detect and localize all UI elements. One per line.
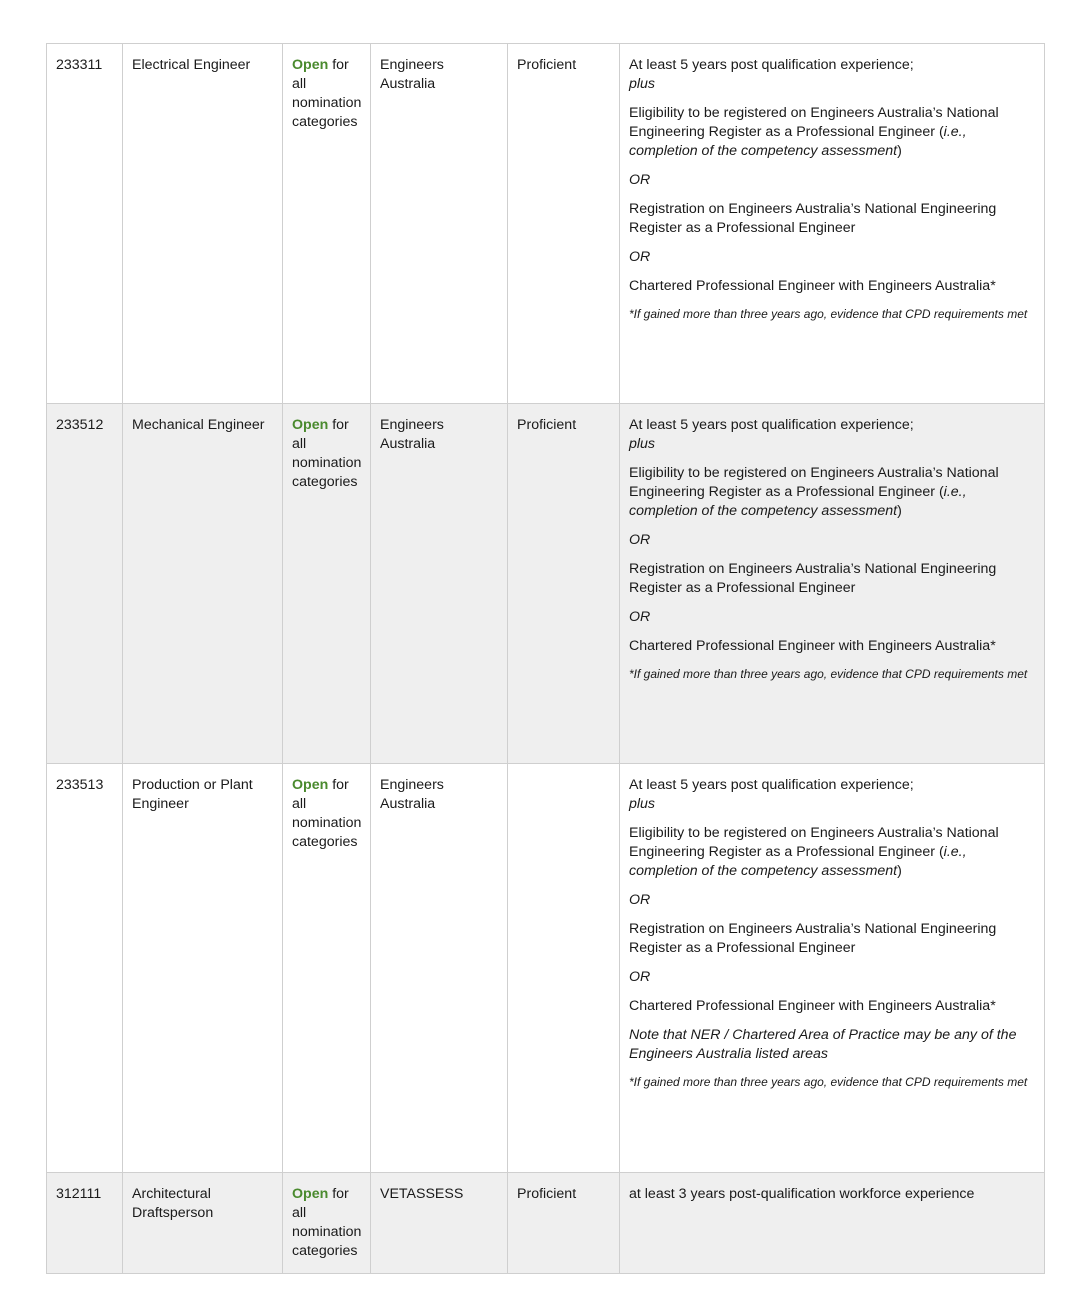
open-label: Open: [292, 57, 329, 73]
assessing-authority: Engineers Australia: [371, 44, 508, 404]
area-of-practice-note: Note that NER / Chartered Area of Practice may be any of the Engineers Australia listed areas: [629, 1027, 1017, 1062]
table-row: [47, 764, 1045, 1173]
occupation-code: 312111: [47, 1173, 123, 1274]
english-level: Proficient: [508, 1173, 620, 1274]
status-text: for all nomination categories: [292, 1186, 362, 1259]
eligibility-text: Eligibility to be registered on Engineers Australia’s National Engineering Register as a Professional Engineer (i.e., completion of the competency assessment): [629, 825, 999, 879]
plus-word: plus: [629, 76, 656, 92]
nomination-status: [283, 404, 371, 764]
eligibility-text: Eligibility to be registered on Engineers Australia’s National Engineering Register as a Professional Engineer (i.e., completion of the competency assessment): [629, 105, 999, 159]
occupation-name: Architectural Draftsperson: [123, 1173, 283, 1274]
status-text: for all nomination categories: [292, 777, 362, 850]
occupation-code: 233513: [47, 764, 123, 1173]
experience-requirements: [620, 44, 1045, 404]
assessing-authority: Engineers Australia: [371, 404, 508, 764]
cpd-footnote: *If gained more than three years ago, evidence that CPD requirements met: [629, 1075, 1028, 1089]
experience-line: at least 3 years post-qualification workforce experience: [629, 1186, 975, 1202]
experience-line: At least 5 years post qualification experience; plus: [629, 57, 914, 92]
occupation-table: [46, 43, 1045, 1274]
experience-line: At least 5 years post qualification experience; plus: [629, 417, 914, 452]
or-separator: OR: [629, 532, 651, 548]
chartered-text: Chartered Professional Engineer with Engineers Australia*: [629, 998, 996, 1014]
open-label: Open: [292, 777, 329, 793]
occupation-name: Electrical Engineer: [123, 44, 283, 404]
or-separator: OR: [629, 249, 651, 265]
occupation-name: Mechanical Engineer: [123, 404, 283, 764]
occupation-code: 233311: [47, 44, 123, 404]
registration-text: Registration on Engineers Australia’s National Engineering Register as a Professional Engineer: [629, 201, 997, 236]
or-separator: OR: [629, 172, 651, 188]
nomination-status: [283, 44, 371, 404]
english-level: Proficient: [508, 404, 620, 764]
nomination-status: [283, 764, 371, 1173]
english-level: Proficient: [508, 44, 620, 404]
table-row: [47, 1173, 1045, 1274]
nomination-status: [283, 1173, 371, 1274]
table-row: [47, 44, 1045, 404]
assessing-authority: VETASSESS: [371, 1173, 508, 1274]
eligibility-text: Eligibility to be registered on Engineers Australia’s National Engineering Register as a Professional Engineer (i.e., completion of the competency assessment): [629, 465, 999, 519]
chartered-text: Chartered Professional Engineer with Engineers Australia*: [629, 278, 996, 294]
or-separator: OR: [629, 609, 651, 625]
open-label: Open: [292, 1186, 329, 1202]
table-row: [47, 404, 1045, 764]
experience-line: At least 5 years post qualification experience; plus: [629, 777, 914, 812]
occupation-name: Production or Plant Engineer: [123, 764, 283, 1173]
status-text: for all nomination categories: [292, 417, 362, 490]
chartered-text: Chartered Professional Engineer with Engineers Australia*: [629, 638, 996, 654]
or-separator: OR: [629, 892, 651, 908]
english-level: [508, 764, 620, 1173]
or-separator: OR: [629, 969, 651, 985]
registration-text: Registration on Engineers Australia’s National Engineering Register as a Professional Engineer: [629, 921, 997, 956]
cpd-footnote: *If gained more than three years ago, evidence that CPD requirements met: [629, 667, 1028, 681]
occupation-code: 233512: [47, 404, 123, 764]
plus-word: plus: [629, 796, 656, 812]
cpd-footnote: *If gained more than three years ago, evidence that CPD requirements met: [629, 307, 1028, 321]
status-text: for all nomination categories: [292, 57, 362, 130]
experience-requirements: [620, 1173, 1045, 1274]
plus-word: plus: [629, 436, 656, 452]
experience-requirements: [620, 764, 1045, 1173]
registration-text: Registration on Engineers Australia’s National Engineering Register as a Professional Engineer: [629, 561, 997, 596]
experience-requirements: [620, 404, 1045, 764]
open-label: Open: [292, 417, 329, 433]
assessing-authority: Engineers Australia: [371, 764, 508, 1173]
